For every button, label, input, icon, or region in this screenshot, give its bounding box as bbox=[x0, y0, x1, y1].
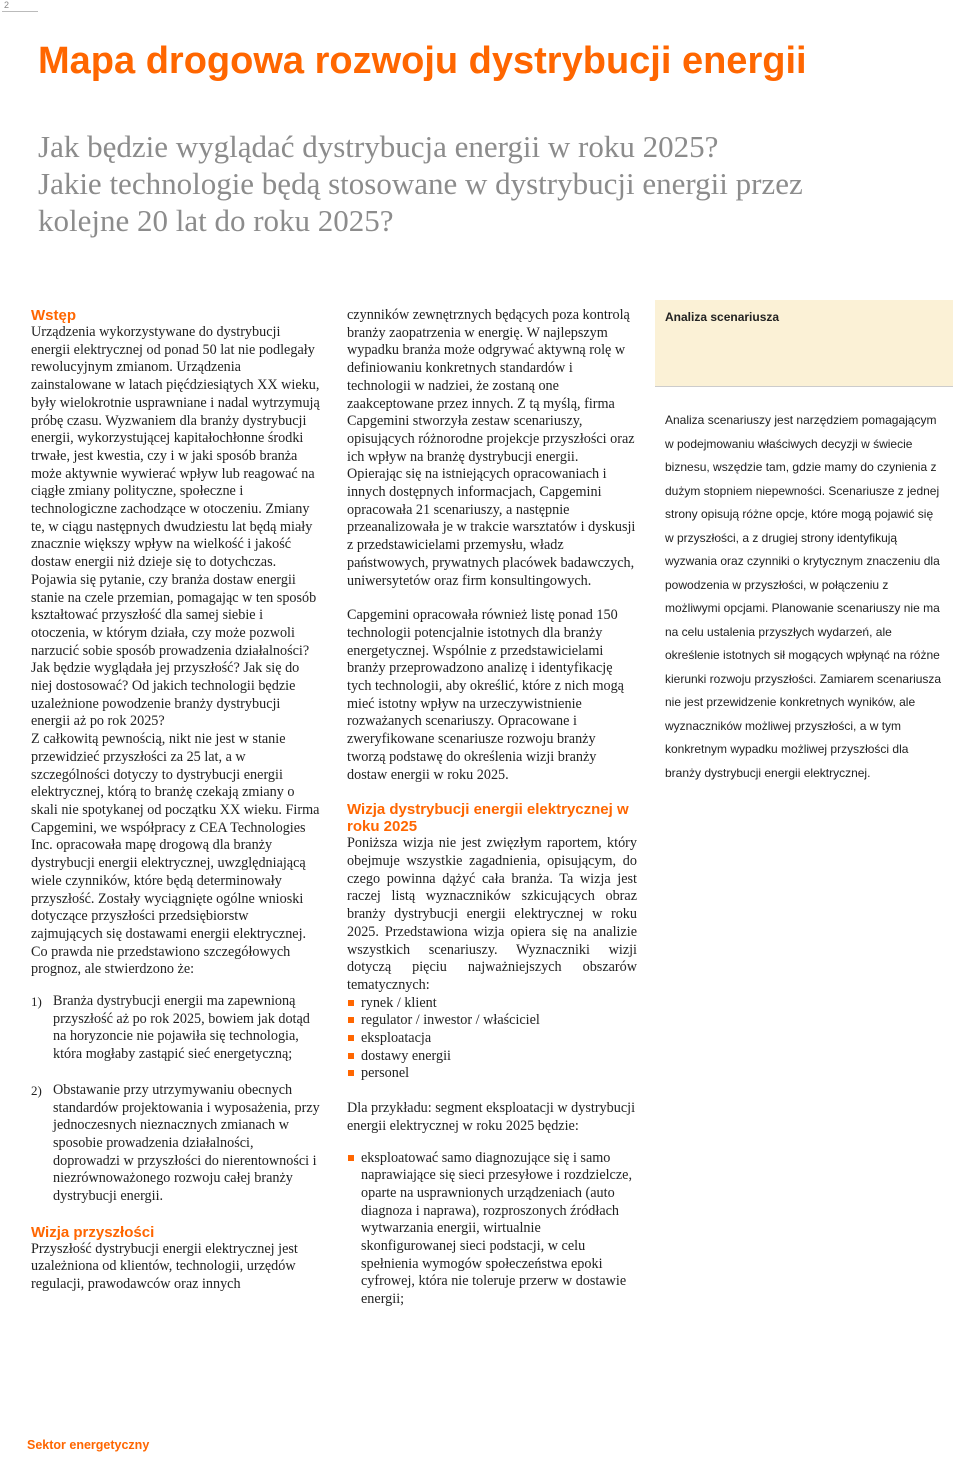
list-item-text: personel bbox=[361, 1065, 410, 1082]
bullet-icon bbox=[348, 1053, 354, 1059]
list-item-text: Obstawanie przy utrzymywaniu obecnych standardów projektowania i wyposażenia, przy jednoczesnych nieznacznych zmianach w sposobie prowadzenia działalności, doprowadzi w przyszłości do nierentowności i niezrównoważonego rozwoju całej branży dystrybucji energii. bbox=[53, 1081, 320, 1205]
example-paragraph: Dla przykładu: segment eksploatacji w dystrybucji energii elektrycznej w roku 2025 będzie: bbox=[347, 1100, 636, 1134]
sidebar-text: Analiza scenariuszy jest narzędziem pomagającym w podejmowaniu właściwych decyzji w świecie biznesu, wszędzie tam, gdzie mamy do czynienia z dużym stopniem niepewności. Scenariusze z jednej strony opisują różne opcje, które mogą pojawić się w przyszłości, a z drugiej strony identyfikują wyzwania oraz czynniki o krytycznym znaczeniu dla powodzenia w przyszłości, w połączeniu z możliwymi opcjami. Planowanie scenariuszy nie ma na celu ustalenia przyszłych wydarzeń, ale określenie istotnych sił mogących wpłynąć na różne kierunki rozwoju przyszłości. Zamiarem scenariusza nie jest przewidzenie konkretnych wyników, ale wyznaczników możliwej przyszłości, a w tym konkretnym wypadku możliwej przyszłości dla branży dystrybucji energii elektrycznej. bbox=[665, 413, 942, 780]
list-item-text: regulator / inwestor / właściciel bbox=[361, 1012, 540, 1029]
bullet-icon bbox=[348, 1155, 354, 1161]
bullet-icon bbox=[348, 1070, 354, 1076]
list-item bbox=[347, 1048, 637, 1066]
footer-section-name: Sektor energetyczny bbox=[27, 1438, 150, 1452]
list-item bbox=[347, 1065, 637, 1083]
technology-paragraph: Capgemini opracowała również listę ponad 150 technologii potencjalnie istotnych dla branży energetycznej. Wspólnie z przedstawicielami branży przeprowadzono analizę i identyfikację tych technologii, aby określić, które z nich mogą mieć istotny wpływ na urzeczywistnienie rozważanych scenariuszy. Opracowane i zweryfikowane scenariusze rozwoju branży tworzą podstawę do określenia wizji branży dostaw energii w roku 2025. bbox=[347, 607, 624, 783]
list-item bbox=[347, 1030, 637, 1048]
list-item bbox=[31, 1082, 321, 1206]
sidebar-title: Analiza scenariusza bbox=[655, 300, 953, 387]
vision-2025-paragraph: Poniższa wizja nie jest zwięzłym raportem, który obejmuje wszystkie zagadnienia, opisującym, do czego powinna dążyć cała branża. Ta wizja jest raczej listą wyznaczników szkicujących obraz branży dystrybucji energii elektrycznej w roku 2025. Przedstawiona wizja opiera się na analizie wszystkich scenariuszy. Wyznaczniki wizji dotyczą pięciu najważniejszych obszarów tematycznych: bbox=[347, 835, 637, 993]
list-item-text: Branża dystrybucji energii ma zapewnioną przyszłość aż po rok 2025, bowiem jak dotąd na horyzoncie nie pojawiła się technologia, która mogłaby zastąpić sieć energetyczną; bbox=[53, 993, 310, 1063]
list-item-text: rynek / klient bbox=[361, 994, 437, 1011]
bullet-icon bbox=[348, 1000, 354, 1006]
subtitle-line: Jak będzie wyglądać dystrybucja energii w roku 2025? bbox=[38, 129, 719, 164]
page-number: 2 bbox=[2, 0, 38, 12]
list-item bbox=[347, 1150, 637, 1309]
heading-intro: Wstęp bbox=[31, 307, 76, 324]
numbered-list bbox=[31, 993, 321, 1206]
scenario-paragraph: czynników zewnętrznych będących poza kontrolą branży zaopatrzenia w energię. W najlepszym wypadku branża może odgrywać aktywną rolę w definiowaniu konkretnych standardów i technologii w nadziei, że zostaną one zaakceptowane przez innych. Z tą myślą, firma Capgemini stworzyła zestaw scenariuszy, opisujących różnorodne projekcje przyszłości oraz ich wpływ na branżę dystrybucji energii. Opierając się na istniejących opracowaniach i innych dostępnych informacjach, Capgemini opracowała 21 scenariuszy, a następnie przeanalizowała je w trakcie warsztatów i dyskusji z przedstawicielami przemysłu, władz państwowych, prywatnych placówek badawczych, uniwersytetów oraz firm konsultingowych. bbox=[347, 307, 636, 589]
intro-paragraph: Urządzenia wykorzystywane do dystrybucji energii elektrycznej od ponad 50 lat nie podlegały rewolucyjnym zmianom. Urządzenia zainstalowane w latach pięćdziesiątych XX wieku, były wielokrotnie usprawniane i nadal wytrzymują próbę czasu. Wyzwaniem dla branży dystrybucji energii, wykorzystującej kapitałochłonne środki trwałe, jest kwestia, czy i w jaki sposób branża może aktywnie wywierać wpływ lub reagować na ciągłe zmiany polityczne, społeczne i technologiczne zachodzące w otoczeniu. Zmiany te, w ciągu następnych dwudziestu lat będą miały znacznie większy wpływ na wielkość i jakość dostaw energii niż dzieje się to dotychczas. Pojawia się pytanie, czy branża dostaw energii stanie na czele przemian, pomagając w ten sposób kształtować przyszłość dla samej siebie i otoczenia, w którym działa, czy może pozwoli narzucić sobie sposób prowadzenia działalności? Jak będzie wyglądała jej przyszłość? Jak się do niej dostosować? Od jakich technologii będzie uzależnione powodzenie branży dystrybucji energii aż po rok 2025? bbox=[31, 324, 320, 730]
heading-vision-2025: Wizja dystrybucji energii elektrycznej w roku 2025 bbox=[347, 801, 629, 836]
column-left bbox=[31, 307, 321, 1294]
heading-vision: Wizja przyszłości bbox=[31, 1223, 155, 1241]
column-middle bbox=[347, 307, 637, 1309]
bullet-list-operations bbox=[347, 1150, 637, 1309]
page-title: Mapa drogowa rozwoju dystrybucji energii bbox=[38, 40, 807, 82]
list-item-text: eksploatacja bbox=[361, 1030, 432, 1047]
subtitle bbox=[38, 128, 918, 239]
bullet-list bbox=[347, 995, 637, 1084]
list-item bbox=[347, 995, 637, 1013]
list-item-text: eksploatować samo diagnozujące się i samo naprawiające się sieci przesyłowe i rozdzielcze, oparte na usprawnionych urządzeniach (auto diagnoza i naprawa), rozproszonych źródłach wytwarzania energii, wirtualnie skonfigurowanej sieci podstacji, w celu spełnienia wymogów społeczeństwa epoki cyfrowej, która nie toleruje przerw w dostawie energii; bbox=[361, 1149, 632, 1308]
bullet-icon bbox=[348, 1017, 354, 1023]
sidebar-scenario-analysis bbox=[655, 300, 953, 860]
list-number: 1) bbox=[31, 994, 42, 1010]
list-item bbox=[31, 993, 321, 1064]
list-item bbox=[347, 1012, 637, 1030]
list-item-text: dostawy energii bbox=[361, 1047, 451, 1064]
bullet-icon bbox=[348, 1035, 354, 1041]
subtitle-line: kolejne 20 lat do roku 2025? bbox=[38, 203, 394, 238]
vision-paragraph: Przyszłość dystrybucji energii elektrycznej jest uzależniona od klientów, technologii, urzędów regulacji, prawodawców oraz innych bbox=[31, 1240, 298, 1293]
subtitle-line: Jakie technologie będą stosowane w dystrybucji energii przez bbox=[38, 166, 803, 201]
certainty-paragraph: Z całkowitą pewnością, nikt nie jest w stanie przewidzieć przyszłości za 25 lat, a w szczególności dotyczy to dystrybucji energii elektrycznej, którą to branżę czekają zmiany o skali nie spotykanej od początku XX wieku. Firma Capgemini, we współpracy z CEA Technologies Inc. opracowała mapę drogową dla branży dystrybucji energii elektrycznej, uwzględniającą wiele czynników, które będą determinowały przyszłość. Zostały wyciągnięte ogólne wnioski dotyczące przyszłości przedsiębiorstw zajmujących się dostawami energii elektrycznej. Co prawda nie przedstawiono szczegółowych prognoz, ale stwierdzono że: bbox=[31, 731, 320, 978]
list-number: 2) bbox=[31, 1082, 42, 1098]
